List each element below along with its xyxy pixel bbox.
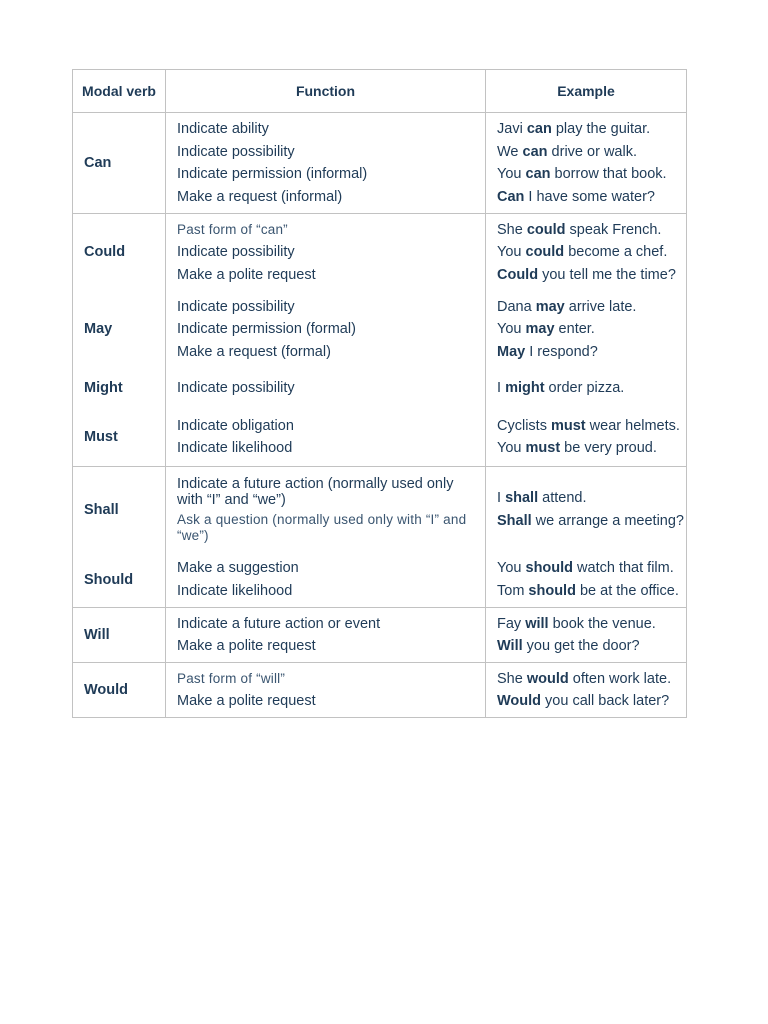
example-cell [486, 663, 687, 718]
function-line: Past form of “can” [177, 221, 288, 237]
example-cell [486, 214, 687, 291]
table-row [73, 663, 687, 718]
example-line: Will you get the door? [497, 638, 640, 654]
example-line: Javi can play the guitar. [497, 121, 651, 137]
verb-cell: Must [73, 409, 166, 467]
function-cell [166, 663, 486, 718]
function-line: Make a polite request [177, 638, 316, 654]
example-line: You can borrow that book. [497, 166, 667, 182]
example-line: Dana may arrive late. [497, 298, 637, 315]
function-line: Indicate a future action (normally used only with “I” and “we”) [177, 475, 454, 508]
example-line: Would you call back later? [497, 693, 670, 709]
example-cell [486, 608, 687, 663]
function-line: Indicate possibility [177, 380, 295, 397]
example-line: You should watch that film. [497, 560, 674, 577]
example-cell [486, 369, 687, 409]
table-row [73, 369, 687, 409]
example-cell [486, 467, 687, 553]
example-line: Tom should be at the office. [497, 582, 679, 599]
verb-cell: Should [73, 553, 166, 608]
example-cell [486, 553, 687, 608]
table-row [73, 467, 687, 553]
table-row [73, 409, 687, 467]
verb-cell: Can [73, 113, 166, 214]
example-line: May I respond? [497, 343, 598, 360]
verb-cell: Will [73, 608, 166, 663]
function-line: Indicate permission (formal) [177, 321, 356, 338]
example-line: Can I have some water? [497, 188, 655, 205]
table-row [73, 214, 687, 291]
function-line: Ask a question (normally used only with “I” and “we”) [177, 511, 467, 543]
example-line: I shall attend. [497, 490, 587, 507]
header-modal-verb: Modal verb [73, 70, 166, 113]
function-line: Indicate likelihood [177, 582, 293, 599]
verb-cell: Could [73, 214, 166, 291]
function-line: Indicate likelihood [177, 440, 293, 457]
function-line: Make a polite request [177, 266, 316, 283]
example-line: You could become a chef. [497, 244, 668, 260]
example-line: Shall we arrange a meeting? [497, 512, 684, 529]
example-line: Fay will book the venue. [497, 615, 656, 632]
modal-verbs-table [72, 69, 687, 718]
header-row [73, 70, 687, 113]
function-line: Make a suggestion [177, 560, 299, 577]
table-row [73, 291, 687, 369]
function-line: Indicate ability [177, 121, 269, 137]
function-line: Make a request (informal) [177, 188, 343, 205]
function-cell [166, 214, 486, 291]
function-cell [166, 113, 486, 214]
example-line: Cyclists must wear helmets. [497, 417, 680, 434]
function-line: Indicate possibility [177, 298, 295, 315]
table-row [73, 113, 687, 214]
example-line: She would often work late. [497, 670, 672, 687]
example-line: Could you tell me the time? [497, 266, 676, 283]
function-cell [166, 291, 486, 369]
example-cell [486, 409, 687, 467]
verb-cell: Would [73, 663, 166, 718]
example-line: You must be very proud. [497, 440, 657, 457]
function-cell [166, 369, 486, 409]
function-cell [166, 409, 486, 467]
table-row [73, 553, 687, 608]
header-example: Example [486, 70, 687, 113]
function-line: Indicate permission (informal) [177, 166, 368, 182]
function-line: Indicate possibility [177, 143, 295, 160]
function-line: Indicate obligation [177, 417, 294, 434]
example-line: I might order pizza. [497, 380, 625, 397]
function-line: Indicate a future action or event [177, 615, 381, 632]
function-cell [166, 553, 486, 608]
function-line: Indicate possibility [177, 244, 295, 260]
function-line: Make a polite request [177, 693, 316, 709]
function-cell [166, 608, 486, 663]
example-line: She could speak French. [497, 221, 662, 238]
function-cell [166, 467, 486, 553]
example-line: You may enter. [497, 321, 595, 338]
function-line: Make a request (formal) [177, 343, 331, 360]
function-line: Past form of “will” [177, 670, 286, 686]
example-cell [486, 113, 687, 214]
header-function: Function [166, 70, 486, 113]
verb-cell: Might [73, 369, 166, 409]
table-row [73, 608, 687, 663]
verb-cell: Shall [73, 467, 166, 553]
example-cell [486, 291, 687, 369]
example-line: We can drive or walk. [497, 143, 637, 160]
verb-cell: May [73, 291, 166, 369]
